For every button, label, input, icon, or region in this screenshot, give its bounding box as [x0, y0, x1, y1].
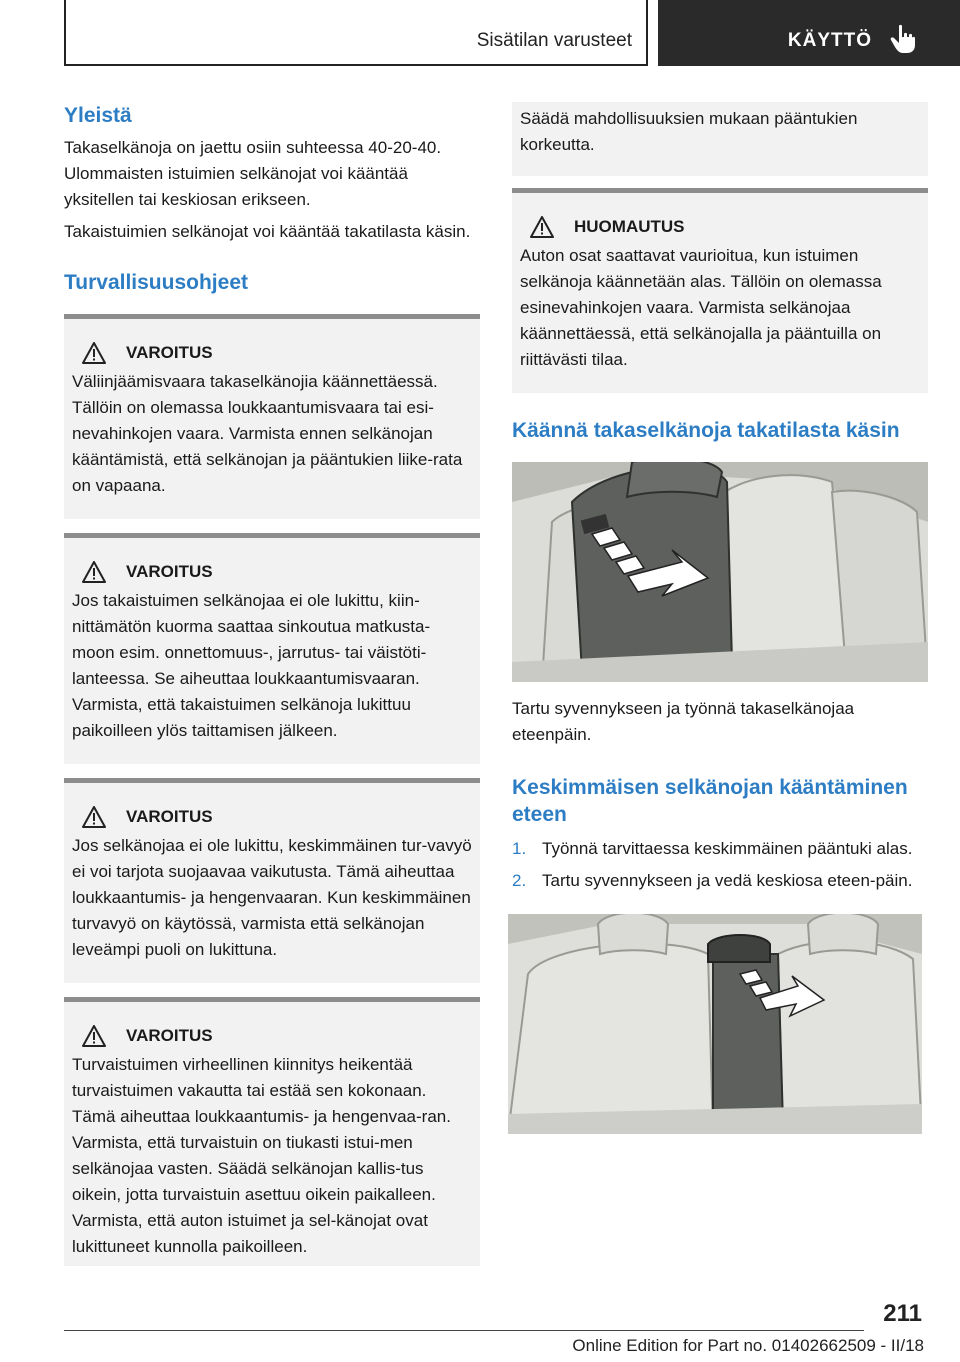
notice-text: Auton osat saattavat vaurioitua, kun istuimen selkänoja käännetään alas. Tällöin on olemassa esinevahinkojen vaara. Varmista selkänojaa käännettäessä, että selkänojalla ja pääntuilla on riittävästi tilaa.: [520, 246, 882, 369]
header-rule: [64, 64, 646, 66]
warning-title-text: VAROITUS: [126, 807, 213, 826]
warning-triangle-icon: [82, 806, 106, 828]
right-column: [512, 102, 928, 1148]
warning-title: [72, 339, 472, 367]
step-text: Työnnä tarvittaessa keskimmäinen pääntuki alas.: [542, 839, 913, 858]
warning-title: [72, 558, 472, 586]
left-column: [64, 102, 480, 1280]
seat-fold-illustration: [512, 462, 928, 682]
warning-title-text: VAROITUS: [126, 1026, 213, 1045]
warning-text: Jos selkänojaa ei ole lukittu, keskimmäinen tur-vavyö ei voi tarjota suojaavaa vaikutusta. Tämä aiheuttaa loukkaantumis- ja hengenvaaran. Kun keskimmäinen turvavyö on käytössä, varmista että selkänojan leveämpi puoli on lukittuna.: [72, 836, 472, 959]
chapter-tab-label: KÄYTTÖ: [787, 30, 872, 51]
warning-triangle-icon: [82, 1025, 106, 1047]
chapter-tab[interactable]: [658, 0, 960, 66]
warning-box: [64, 533, 480, 764]
warning-box: [64, 314, 480, 519]
warning-box-continued: [512, 102, 928, 176]
warning-text: Turvaistuimen virheellinen kiinnitys heikentää turvaistuimen vakautta tai estää sen kokonaan. Tämä aiheuttaa loukkaantumis- ja hengenvaa-ran. Varmista, että turvaistuin on tiukasti istui-men selkänojaa vasten. Säädä selkänojan kallis-tus oikein, jotta turvaistuin asettuu oikein paikalleen. Varmista, että auton istuimet ja sel-känojat ovat lukittuneet kunnolla paikoilleen.: [72, 1055, 451, 1256]
warning-title-text: VAROITUS: [126, 562, 213, 581]
step-number: 2.: [512, 871, 527, 890]
step-number: 1.: [512, 839, 527, 858]
warning-text: Väliinjäämisvaara takaselkänojia käännettäessä. Tällöin on olemassa loukkaantumisvaara tai esi-nevahinkojen vaara. Varmista ennen selkänojan kääntämistä, että selkänojan ja pääntukien liike-rata on vapaana.: [72, 372, 463, 495]
warning-box: [64, 778, 480, 983]
fold-caption: Tartu syvennykseen ja työnnä takaselkänojaa eteenpäin.: [512, 699, 855, 744]
warning-title: [72, 803, 472, 831]
header-rule-left: [64, 0, 66, 66]
heading-general: Yleistä: [64, 104, 132, 127]
step-text: Tartu syvennykseen ja vedä keskiosa eteen-päin.: [542, 871, 913, 890]
warning-title-text: VAROITUS: [126, 343, 213, 362]
notice-title-text: HUOMAUTUS: [574, 217, 685, 236]
hand-pointer-icon: [890, 24, 918, 54]
warning-text: Säädä mahdollisuuksien mukaan pääntukien korkeutta.: [520, 109, 858, 154]
warning-triangle-icon: [82, 561, 106, 583]
step-list: [512, 836, 928, 894]
warning-box: [64, 997, 480, 1266]
middle-seat-illustration: [508, 914, 922, 1134]
notice-box: [512, 188, 928, 393]
page-number: 211: [883, 1300, 922, 1327]
middle-seat-photo: [508, 914, 922, 1134]
heading-fold: Käännä takaselkänoja takatilasta käsin: [512, 419, 900, 442]
edition-note: Online Edition for Part no. 01402662509 - II/18: [572, 1336, 924, 1355]
heading-middle: Keskimmäisen selkänojan kääntäminen eteen: [512, 776, 908, 826]
paragraph: Takaistuimien selkänojat voi kääntää takatilasta käsin.: [64, 222, 471, 241]
section-title: Sisätilan varusteet: [476, 30, 632, 51]
paragraph: Takaselkänoja on jaettu osiin suhteessa 40-20-40. Ulommaisten istuimien selkänojat voi kääntää yksitellen tai keskiosan erikseen.: [64, 138, 442, 209]
warning-triangle-icon: [82, 342, 106, 364]
list-item: [512, 868, 928, 894]
warning-triangle-icon: [530, 216, 554, 238]
seat-fold-photo: [512, 462, 928, 682]
list-item: [512, 836, 928, 862]
header-rule-right: [646, 0, 648, 66]
warning-text: Jos takaistuimen selkänojaa ei ole lukittu, kiin-nittämätön kuorma saattaa sinkoutua matkusta-moon esim. onnettomuus-, jarrutus- tai väistöti-lanteessa. Se aiheuttaa loukkaantumisvaaran. Varmista, että takaistuimen selkänoja lukittuu paikoilleen ylös taittamisen jälkeen.: [72, 591, 431, 740]
notice-title: [520, 213, 920, 241]
footer-rule: [64, 1330, 864, 1331]
heading-safety: Turvallisuusohjeet: [64, 271, 248, 294]
warning-title: [72, 1022, 472, 1050]
